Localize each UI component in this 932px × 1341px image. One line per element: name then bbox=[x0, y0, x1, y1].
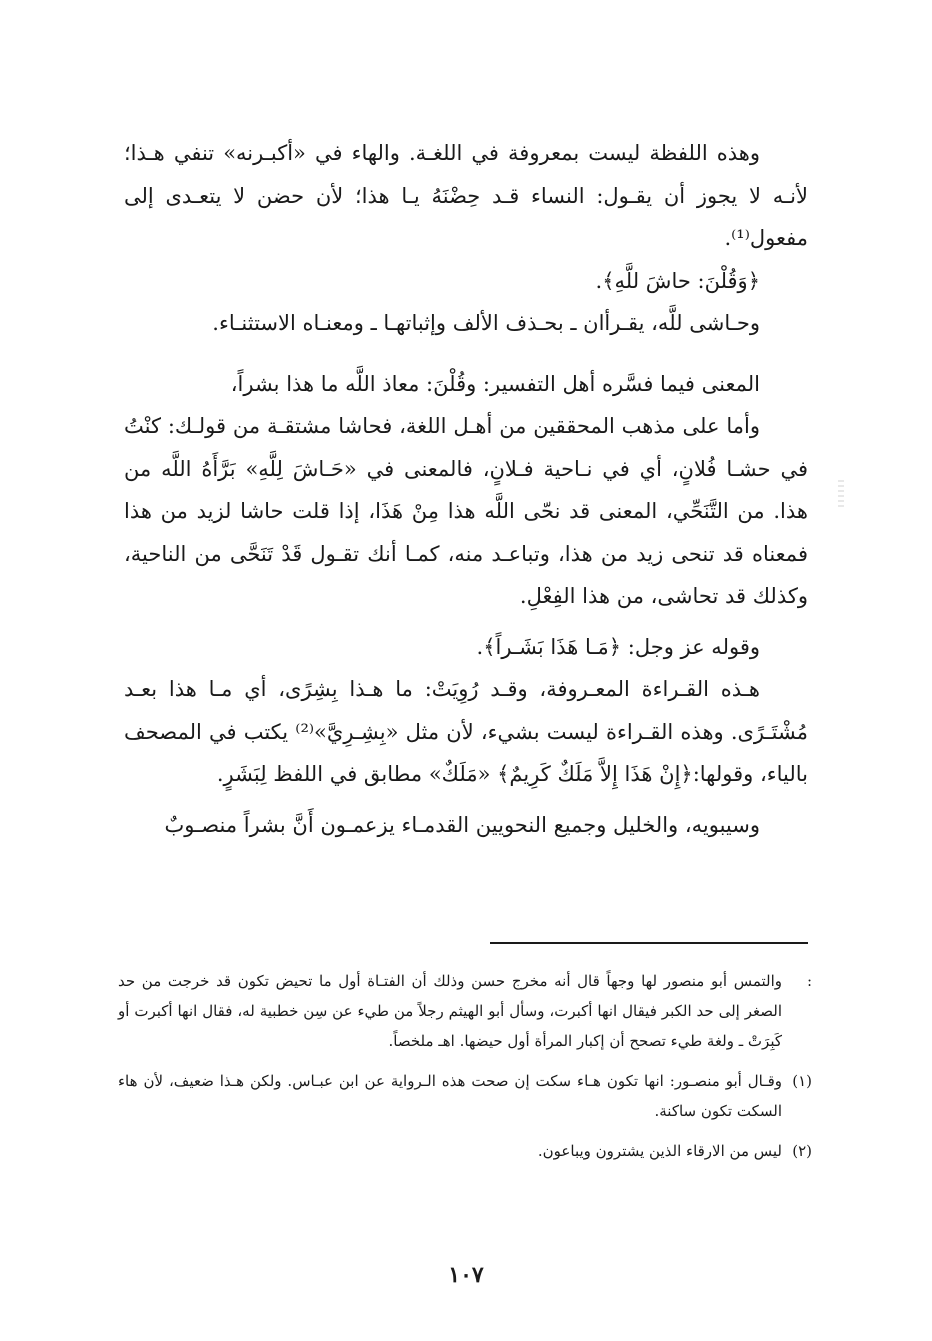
paragraph-reading-bishira: هـذه القـراءة المعـروفة، وقـد رُوِيَتْ: ما هـذا بِشِرًى، أي مـا هذا بعـد مُشْتَـرًى. وهذه القـراءة ليست بشيء، لأن مثل «بِشِـرِيَّ»⁽²⁾ يكتب في المصحف بالياء، وقولها:﴿إِنْ هَذَا إِلاَّ مَلَكٌ كَرِيمٌ﴾ «مَلَكٌ» مطابق في اللفظ لِبَشَرٍ. bbox=[124, 677, 808, 786]
paragraph-1: وهذه اللفظة ليست بمعروفة في اللغـة. والهاء في «أكبـرنه» تنفي هـذا؛ لأنـه لا يجوز أن يقـول: النساء قـد حِضْنَهُ يـا هذا؛ لأن حضن لا يتعـدى إلى مفعول⁽¹⁾. bbox=[124, 141, 808, 250]
quran-quote-hasha-lillah: ﴿وَقُلْنَ: حاشَ للَّهِ﴾. bbox=[595, 268, 760, 293]
scan-artifact bbox=[838, 480, 844, 508]
footnote-2 bbox=[118, 1136, 812, 1166]
paragraph-hasha-reading: وحـاشى للَّه، يقـرأان ـ بحـذف الألف وإثباتهـا ـ ومعنـاه الاستثنـاء. bbox=[212, 311, 760, 335]
footnote-continuation bbox=[118, 966, 812, 1056]
footnote-text: وقـال أبو منصـور: انها تكون هـاء سكت إن صحت هذه الـرواية عن ابن عبـاس. ولكن هـذا ضعيف، لأن هاء السكت تكون ساكنة. bbox=[118, 1072, 782, 1120]
footnote-text: والتمس أبو منصور لها وجهاً قال أنه مخرج حسن وذلك أن الفتـاة أول ما تحيض تكون قد خرجت من حد الصغر إلى حد الكبر فيقال انها أكبرت، وسأل أبو الهيثم رجلاً من طيء عن سِن خطبية له، فقال انها أكبرت أو كَبِرَتْ ـ ولغة طيء تصحح أن إكبار المرأة أول حيضها. اهـ ملخصاً. bbox=[118, 972, 782, 1050]
page-number: ١٠٧ bbox=[448, 1262, 484, 1288]
footnote-marker: (٢) bbox=[792, 1142, 812, 1160]
footnote-marker: (١) bbox=[792, 1072, 812, 1090]
footnote-marker: : bbox=[806, 972, 812, 990]
footnote-1 bbox=[118, 1066, 812, 1126]
paragraph-linguists: وأما على مذهب المحققين من أهـل اللغة، فحاشا مشتقـة من قولـك: كنْتُ في حشـا فُلانٍ، أي في نـاحية فـلانٍ، فالمعنى في «حَـاشَ لِلَّهِ» بَرَّأَهُ اللَّه من هذا. من التَّنَحِّي، المعنى قد نحّى اللَّه هذا مِنْ هَذَا، إذا قلت حاشا لزيد من هذا فمعناه قد تنحى زيد من هذا، وتباعـد منه، كمـا أنك تقـول قَدْ تَنَحَّى من الناحية، وكذلك قد تحاشى، من هذا الفِعْلِ. bbox=[124, 414, 808, 608]
paragraph-tafsir-meaning: المعنى فيما فسَّره أهل التفسير: وقُلْنَ: معاذ اللَّه ما هذا بشراً، bbox=[230, 371, 760, 396]
main-text bbox=[124, 132, 808, 846]
quran-quote-ma-hadha-bashara: وقوله عز وجل: ﴿مَـا هَذَا بَشَـراً﴾. bbox=[476, 634, 760, 659]
footnote-divider bbox=[490, 942, 808, 944]
footnotes-section bbox=[118, 966, 812, 1176]
footnote-text: ليس من الارقاء الذين يشترون ويباعون. bbox=[537, 1142, 782, 1160]
paragraph-sibawayh: وسيبويه، والخليل وجميع النحويين القدمـاء يزعمـون أَنَّ بشراً منصـوبٌ bbox=[164, 812, 760, 837]
